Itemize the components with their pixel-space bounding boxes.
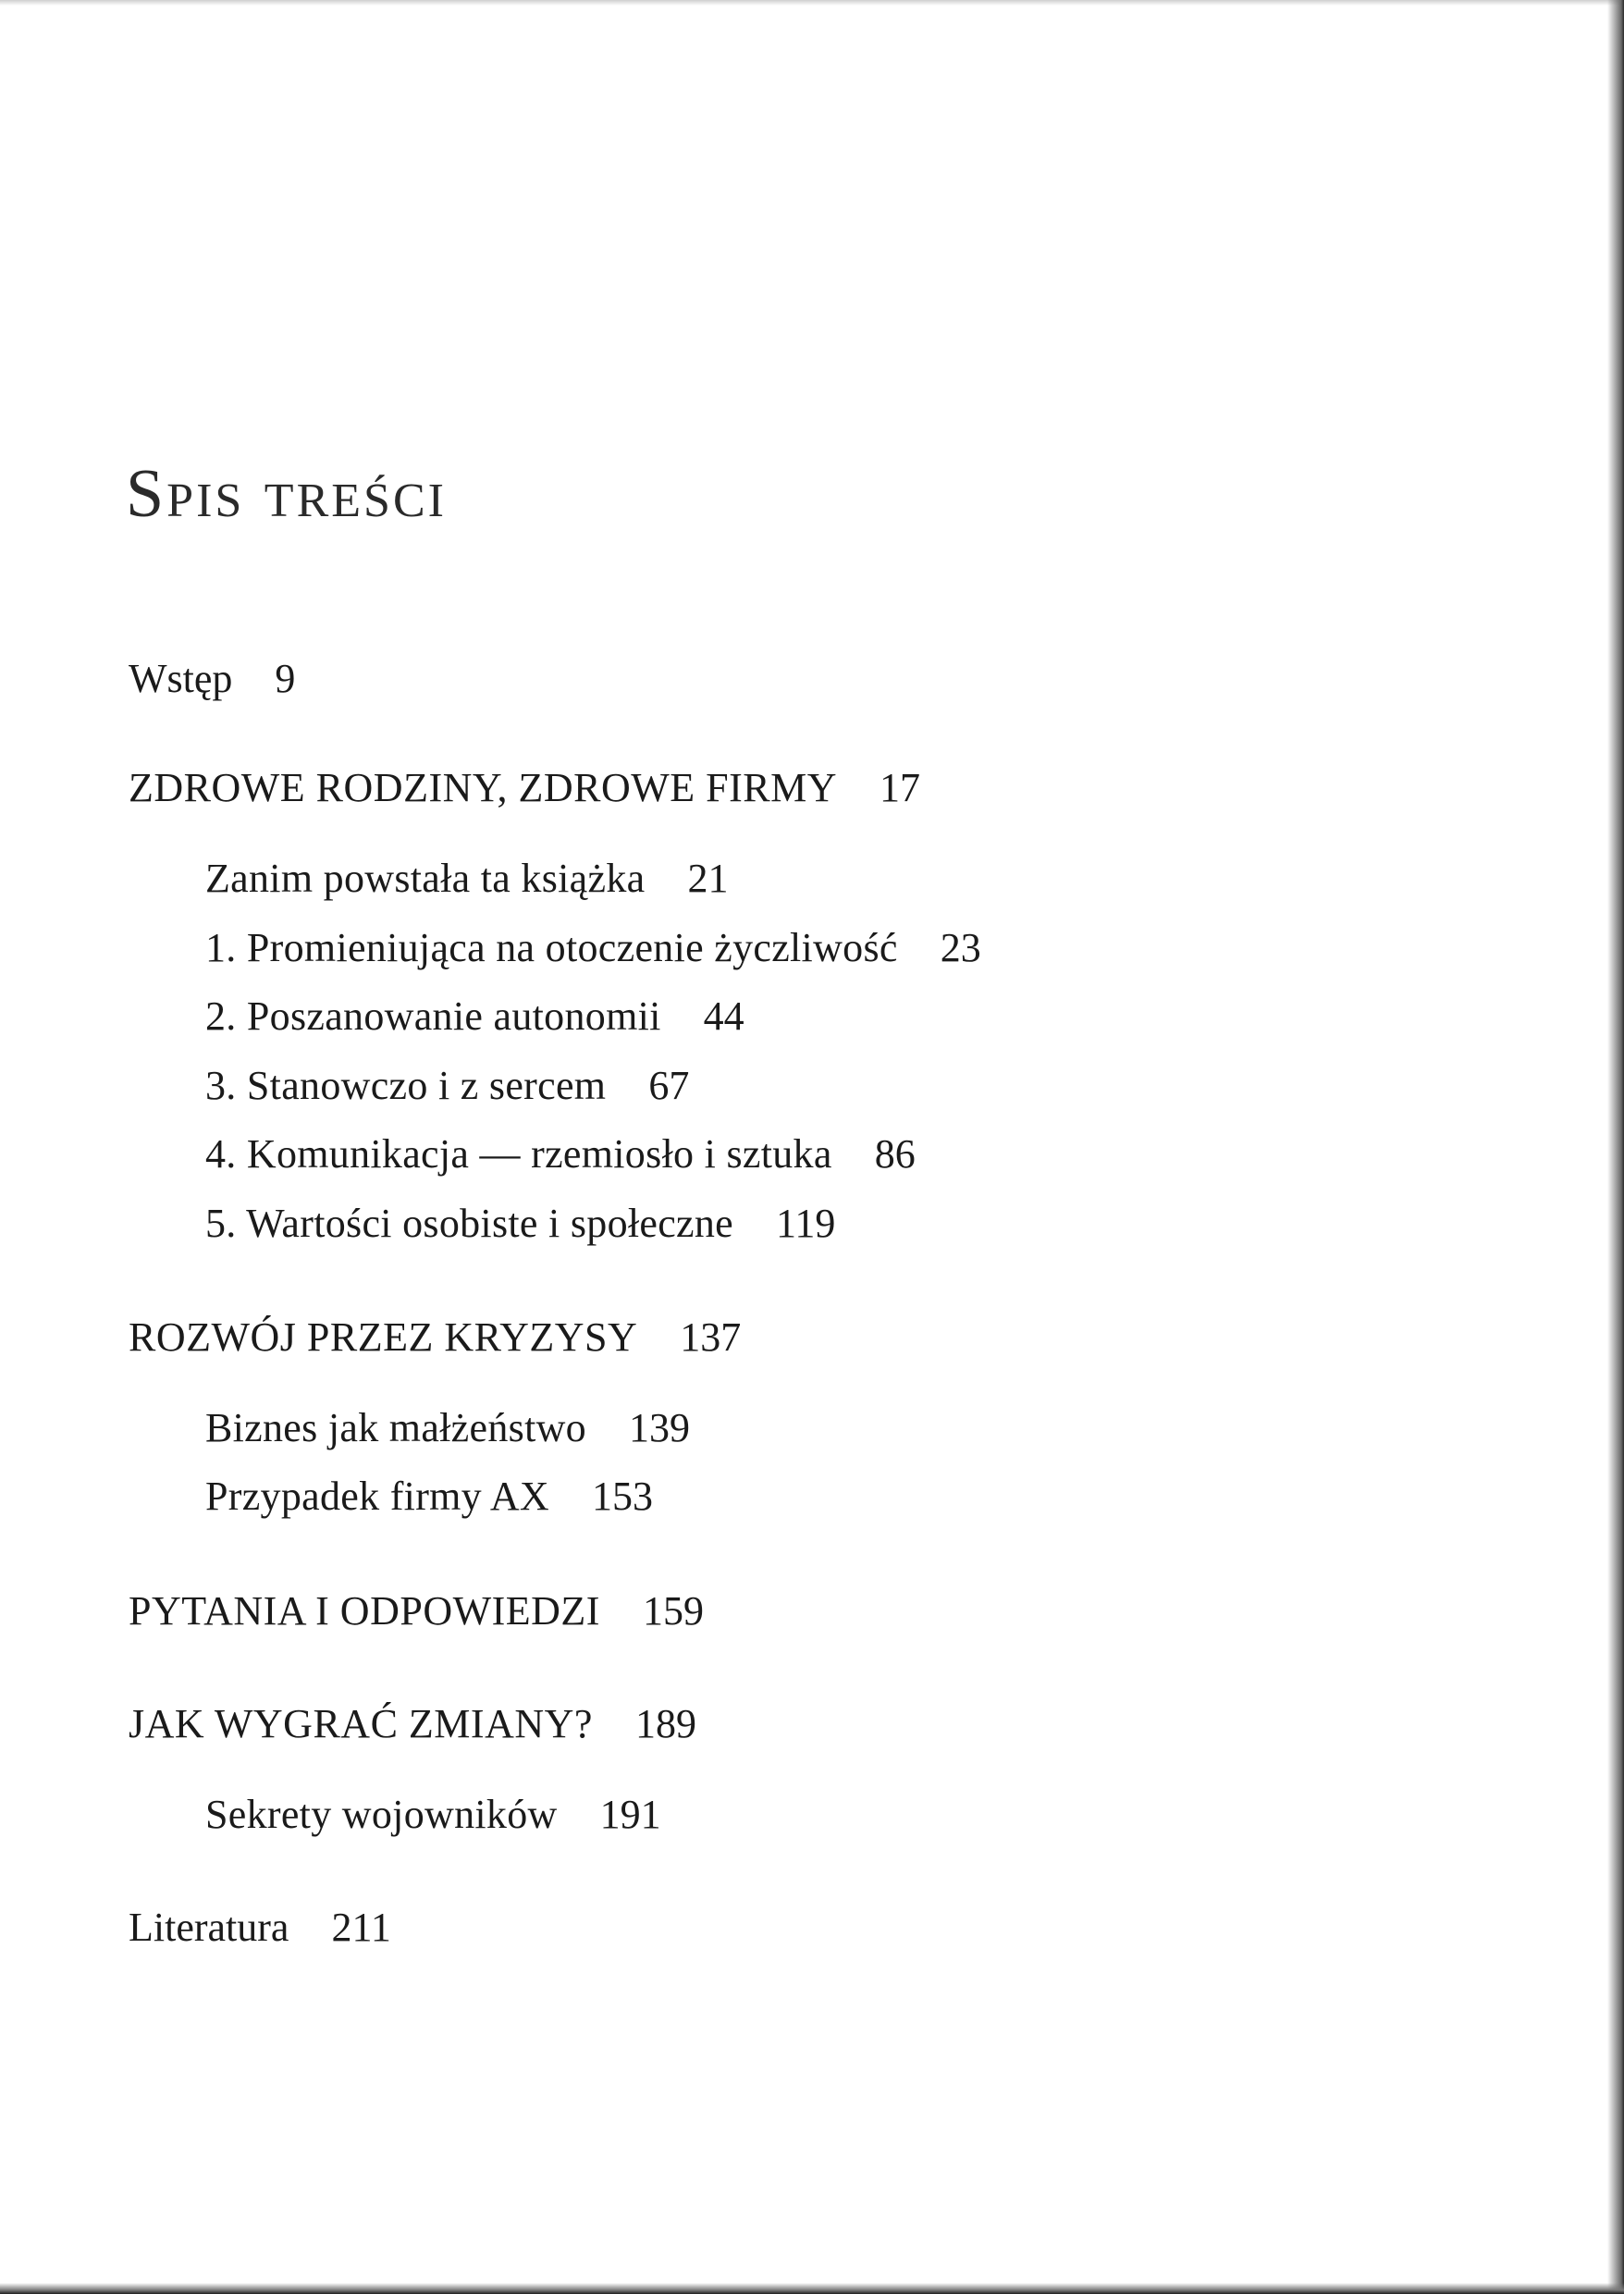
toc-entry-page: 137 — [680, 1314, 742, 1360]
toc-entry-chapter-5 — [205, 1200, 835, 1248]
toc-entry-chapter-2 — [205, 993, 744, 1041]
page-edge-right — [1607, 0, 1624, 2294]
toc-section-zdrowe-rodziny — [129, 764, 920, 812]
toc-entry-page: 191 — [599, 1792, 661, 1837]
toc-entry-zanim-powstala — [205, 855, 728, 903]
toc-section-pytania — [129, 1587, 704, 1635]
toc-entry-wstep — [129, 655, 295, 703]
toc-entry-przypadek — [205, 1473, 653, 1521]
page-edge-top — [0, 0, 1624, 6]
toc-entry-page: 86 — [874, 1131, 916, 1177]
toc-entry-label: ZDROWE RODZINY, ZDROWE FIRMY — [129, 765, 838, 810]
toc-entry-page: 44 — [703, 993, 744, 1039]
toc-entry-page: 23 — [940, 925, 981, 970]
toc-entry-label: 4. Komunikacja — rzemiosło i sztuka — [205, 1131, 832, 1177]
toc-entry-label: JAK WYGRAĆ ZMIANY? — [129, 1701, 593, 1746]
toc-entry-page: 159 — [642, 1588, 704, 1634]
toc-entry-page: 119 — [776, 1201, 836, 1246]
toc-entry-label: PYTANIA I ODPOWIEDZI — [129, 1588, 600, 1634]
toc-entry-label: Sekrety wojowników — [205, 1792, 558, 1837]
toc-entry-label: Literatura — [129, 1905, 289, 1950]
toc-entry-page: 21 — [687, 856, 729, 901]
toc-entry-label: Biznes jak małżeństwo — [205, 1405, 586, 1450]
toc-entry-page: 211 — [331, 1905, 391, 1950]
toc-entry-chapter-1 — [205, 924, 981, 972]
toc-entry-page: 9 — [275, 656, 296, 701]
toc-entry-label: Zanim powstała ta książka — [205, 856, 646, 901]
toc-entry-page: 17 — [880, 765, 921, 810]
toc-section-rozwoj — [129, 1314, 741, 1362]
toc-entry-label: 2. Poszanowanie autonomii — [205, 993, 661, 1039]
toc-entry-label: 1. Promieniująca na otoczenie życzliwość — [205, 925, 898, 970]
toc-section-jak-wygrac — [129, 1700, 696, 1748]
toc-entry-label: ROZWÓJ PRZEZ KRYZYSY — [129, 1314, 638, 1360]
toc-entry-page: 189 — [634, 1701, 696, 1746]
toc-entry-label: 5. Wartości osobiste i społeczne — [205, 1201, 734, 1246]
toc-entry-sekrety — [205, 1791, 661, 1839]
toc-entry-label: Wstęp — [129, 656, 233, 701]
toc-entry-chapter-4 — [205, 1130, 916, 1178]
page-edge-bottom — [0, 2283, 1624, 2294]
page-title: Spis treści — [126, 456, 447, 532]
toc-entry-literatura — [129, 1904, 391, 1952]
toc-entry-biznes — [205, 1404, 690, 1452]
toc-entry-page: 153 — [592, 1474, 653, 1519]
toc-entry-label: 3. Stanowczo i z sercem — [205, 1063, 607, 1108]
toc-entry-label: Przypadek firmy AX — [205, 1474, 549, 1519]
toc-entry-chapter-3 — [205, 1062, 689, 1110]
toc-entry-page: 139 — [628, 1405, 690, 1450]
toc-entry-page: 67 — [648, 1063, 690, 1108]
